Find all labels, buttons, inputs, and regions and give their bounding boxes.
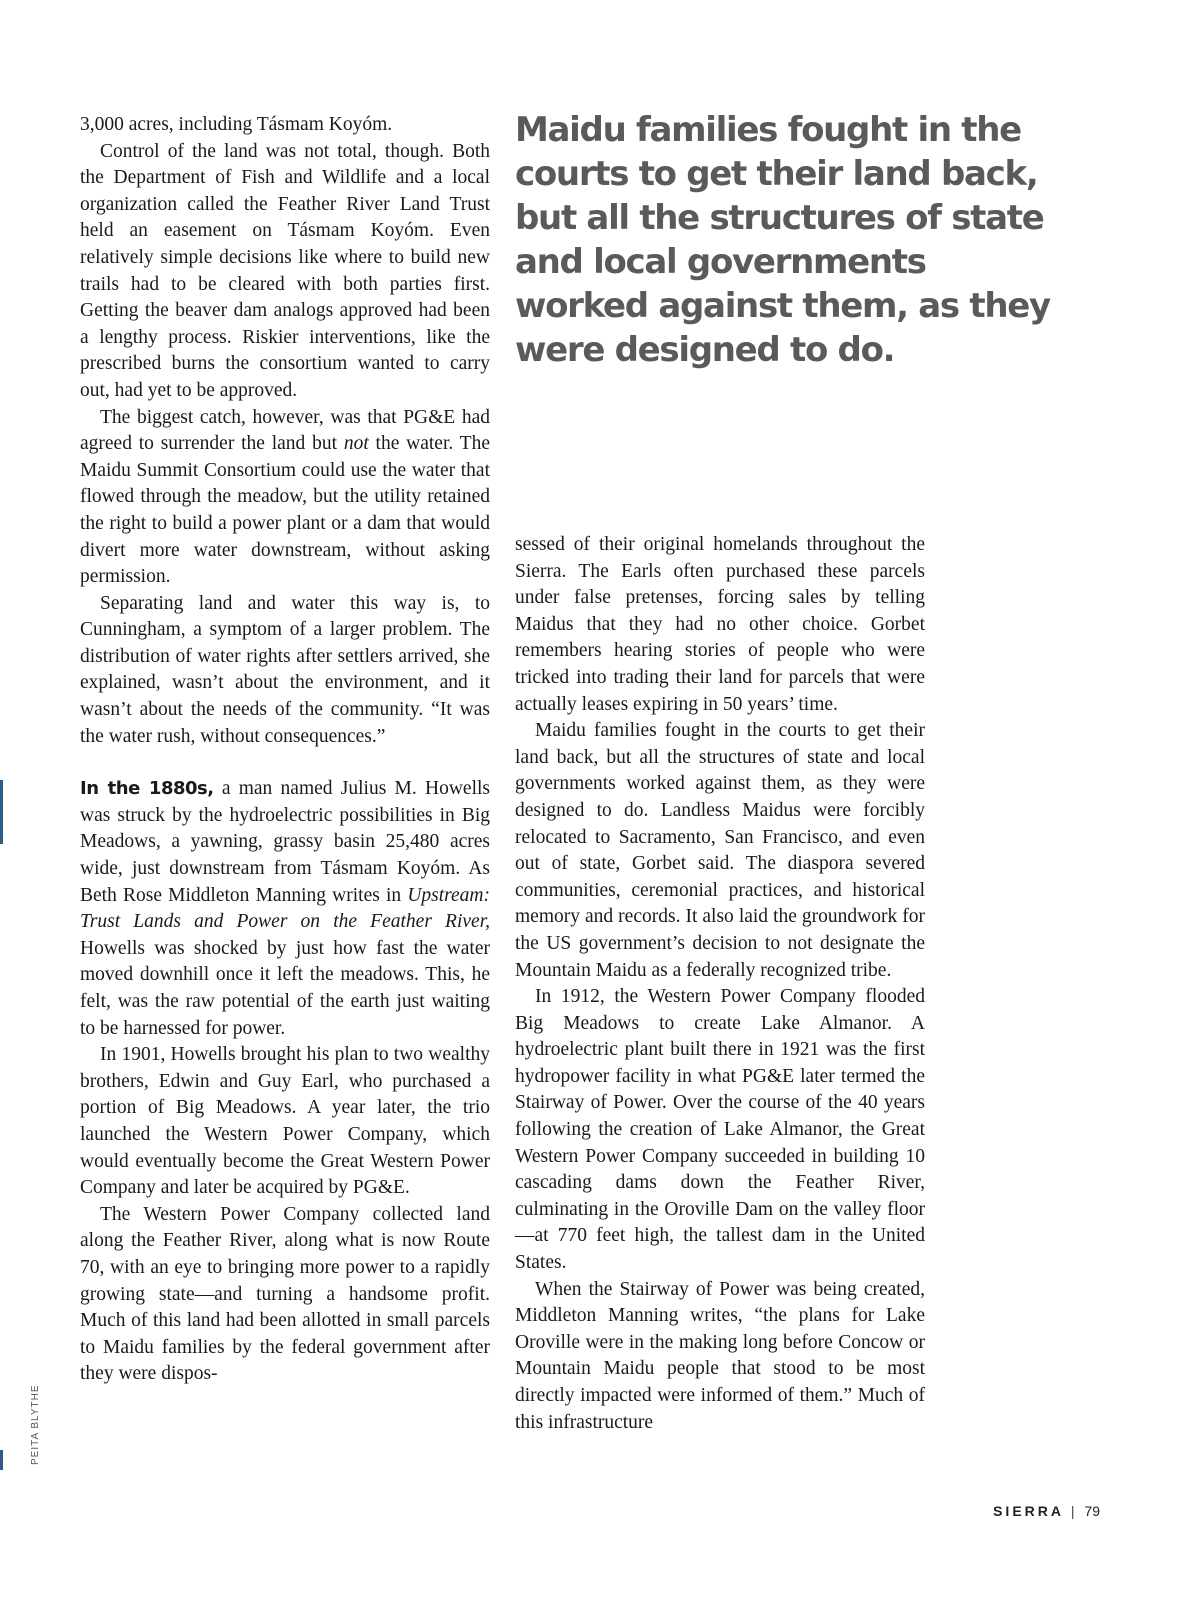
- paragraph: In 1912, the Western Power Company flooded Big Meadows to create Lake Almanor. A hydroelectric plant built there in 1921 was the first hydropower facility in what PG&E later termed the Stairway of Power. Over the course of the 40 years following the creation of Lake Almanor, the Great Western Power Company succeeded in building 10 cascading dams down the Feather River, culminating in the Oroville Dam on the valley floor—at 770 feet high, the tallest dam in the United States.: [515, 986, 925, 1274]
- paragraph: The Western Power Company collected land along the Feather River, along what is now Route 70, with an eye to bringing more power to a rapidly growing state—and turning a handsome profit. Much of this land had been allotted in small parcels to Maidu families by the federal government after they were dispos-: [80, 1203, 490, 1385]
- paragraph: 3,000 acres, including Tásmam Koyóm.: [80, 114, 393, 135]
- text-run: The biggest catch, however, was that PG&E had agreed to surrender the land but: [80, 406, 490, 455]
- paragraph: Control of the land was not total, though. Both the Department of Fish and Wildlife and a local organization called the Feather River Land Trust held an easement on Tásmam Koyóm. Even relatively simple decisions like where to build new trails had to be cleared with both parties first. Getting the beaver dam analogs approved had been a lengthy process. Riskier interventions, like the prescribed burns the consortium wanted to carry out, had yet to be approved.: [80, 140, 490, 401]
- section-lead-in: In the 1880s,: [80, 778, 214, 800]
- book-title: Upstream: Trust Lands and Power on the Feather River,: [80, 884, 490, 933]
- paragraph: When the Stairway of Power was being created, Middleton Manning writes, “the plans for Lake Oroville were in the making long before Concow or Mountain Maidu people that stood to be most directly impacted were informed of them.” Much of this infrastructure: [515, 1278, 925, 1433]
- section-start-paragraph: [80, 776, 490, 1042]
- pull-quote: Maidu families fought in the courts to get their land back, but all the structures of state and local governments worked against them, as they were designed to do.: [515, 110, 1050, 370]
- article-column-right: [515, 532, 925, 1436]
- text-run: the water. The Maidu Summit Consortium could use the water that flowed through the meadow, but the utility retained the right to build a power plant or a dam that would divert more water downstream, without asking permission.: [80, 433, 490, 588]
- footer-separator: |: [1070, 1503, 1075, 1519]
- text-run: a man named Julius M. Howells was struck by the hydroelectric possibilities in Big Meadows, a yawning, grassy basin 25,480 acres wide, just downstream from Tásmam Koyóm. As Beth Rose Middleton Manning writes in: [80, 778, 490, 906]
- article-column-left: [80, 112, 490, 1388]
- photo-credit: PEITA BLYTHE: [30, 1384, 41, 1465]
- page-number: 79: [1084, 1503, 1100, 1519]
- page-footer: [993, 1503, 1100, 1519]
- edge-mark: [0, 1450, 3, 1470]
- paragraph: Maidu families fought in the courts to get their land back, but all the structures of state and local governments worked against them, as they were designed to do. Landless Maidus were forcibly relocated to Sacramento, San Francisco, and even out of state, Gorbet said. The diaspora severed communities, ceremonial practices, and historical memory and records. It also laid the groundwork for the US government’s decision to not designate the Mountain Maidu as a federally recognized tribe.: [515, 720, 925, 981]
- text-run: Howells was shocked by just how fast the water moved downhill once it left the meadows. This, he felt, was the raw potential of the earth just waiting to be harnessed for power.: [80, 937, 490, 1039]
- paragraph: Separating land and water this way is, to Cunningham, a symptom of a larger problem. The distribution of water rights after settlers arrived, she explained, wasn’t about the environment, and it wasn’t about the needs of the community. “It was the water rush, without consequences.”: [80, 592, 490, 747]
- magazine-name: SIERRA: [993, 1503, 1064, 1519]
- paragraph: In 1901, Howells brought his plan to two wealthy brothers, Edwin and Guy Earl, who purchased a portion of Big Meadows. A year later, the trio launched the Western Power Company, which would eventually become the Great Western Power Company and later be acquired by PG&E.: [80, 1044, 490, 1199]
- paragraph: [80, 405, 490, 591]
- emphasis: not: [343, 433, 369, 455]
- edge-mark: [0, 780, 3, 844]
- paragraph: sessed of their original homelands throughout the Sierra. The Earls often purchased these parcels under false pretenses, forcing sales by telling Maidus that they had no other choice. Gorbet remembers hearing stories of people who were tricked into trading their land for parcels that were actually leases expiring in 50 years’ time.: [515, 534, 925, 715]
